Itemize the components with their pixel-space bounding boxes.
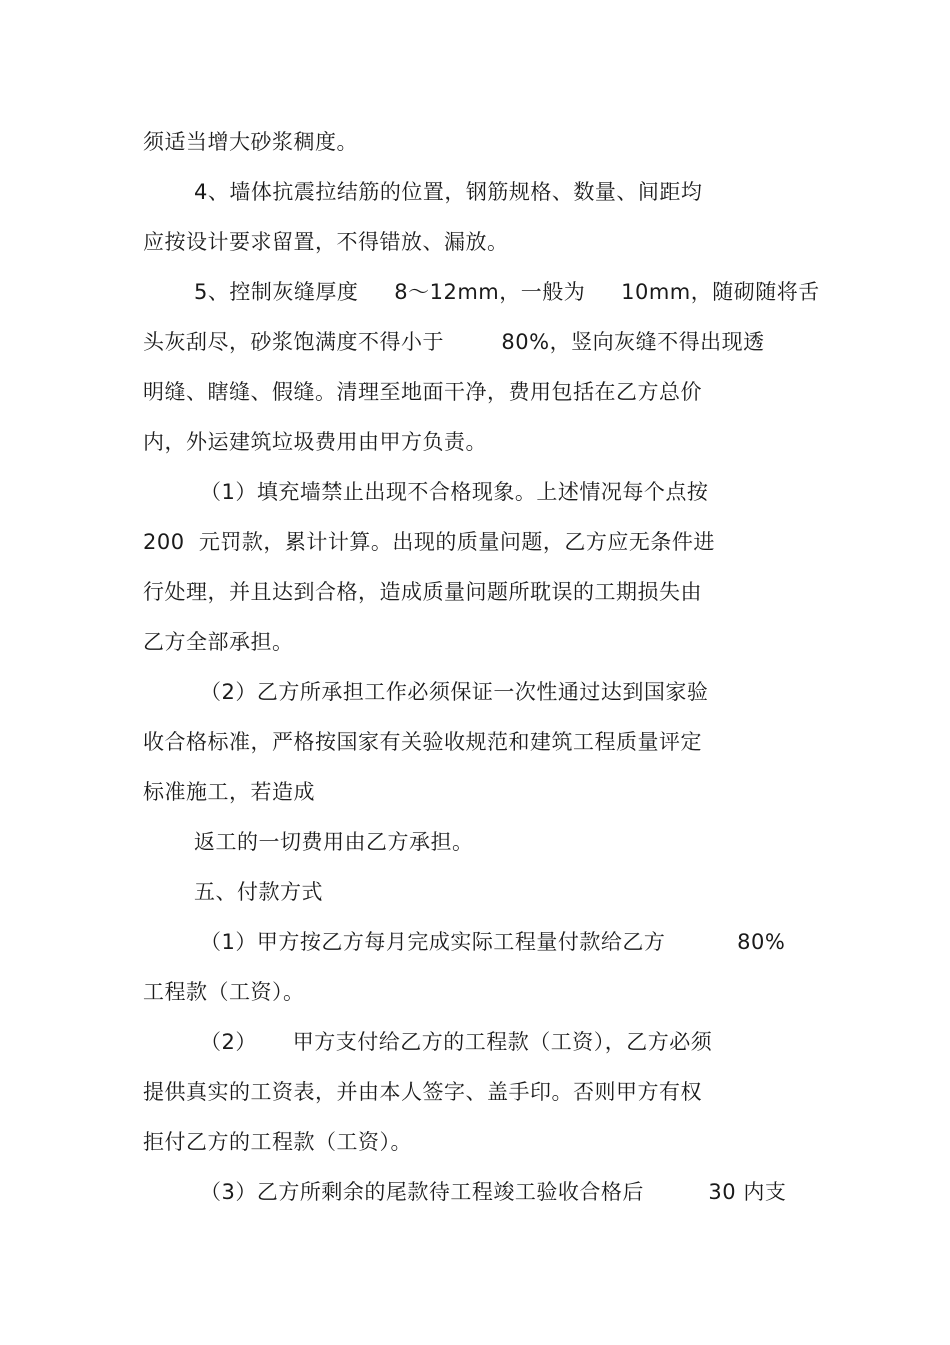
text-line: 4、墙体抗震拉结筋的位置，钢筋规格、数量、间距均	[194, 180, 703, 204]
text-line: 须适当增大砂浆稠度。	[143, 130, 358, 154]
text-line: 收合格标准，严格按国家有关验收规范和建筑工程质量评定	[143, 730, 702, 754]
text-line: 明缝、瞎缝、假缝。清理至地面干净，费用包括在乙方总价	[143, 380, 702, 404]
text-line: （2）乙方所承担工作必须保证一次性通过达到国家验	[200, 680, 709, 704]
text-line: 头灰刮尽，砂浆饱满度不得小于 80%，竖向灰缝不得出现透	[143, 330, 765, 354]
text-line: （3）乙方所剩余的尾款待工程竣工验收合格后 30 内支	[200, 1180, 787, 1204]
text-line: 标准施工，若造成	[143, 780, 315, 804]
text-line: 工程款（工资）。	[143, 980, 305, 1004]
text-line: （1）填充墙禁止出现不合格现象。上述情况每个点按	[200, 480, 709, 504]
text-line: 应按设计要求留置，不得错放、漏放。	[143, 230, 509, 254]
text-line: 提供真实的工资表，并由本人签字、盖手印。否则甲方有权	[143, 1080, 702, 1104]
text-line: 拒付乙方的工程款（工资）。	[143, 1130, 412, 1154]
text-line: 乙方全部承担。	[143, 630, 294, 654]
text-line: （1）甲方按乙方每月完成实际工程量付款给乙方 80%	[200, 930, 786, 954]
text-line: 5、控制灰缝厚度 8～12mm，一般为 10mm，随砌随将舌	[194, 280, 820, 304]
text-line: 内，外运建筑垃圾费用由甲方负责。	[143, 430, 487, 454]
text-line: （2） 甲方支付给乙方的工程款（工资），乙方必须	[200, 1030, 713, 1054]
text-line: 200 元罚款，累计计算。出现的质量问题，乙方应无条件进	[143, 530, 715, 554]
section-heading: 五、付款方式	[194, 880, 323, 904]
text-line: 行处理，并且达到合格，造成质量问题所耽误的工期损失由	[143, 580, 702, 604]
text-line: 返工的一切费用由乙方承担。	[194, 830, 474, 854]
